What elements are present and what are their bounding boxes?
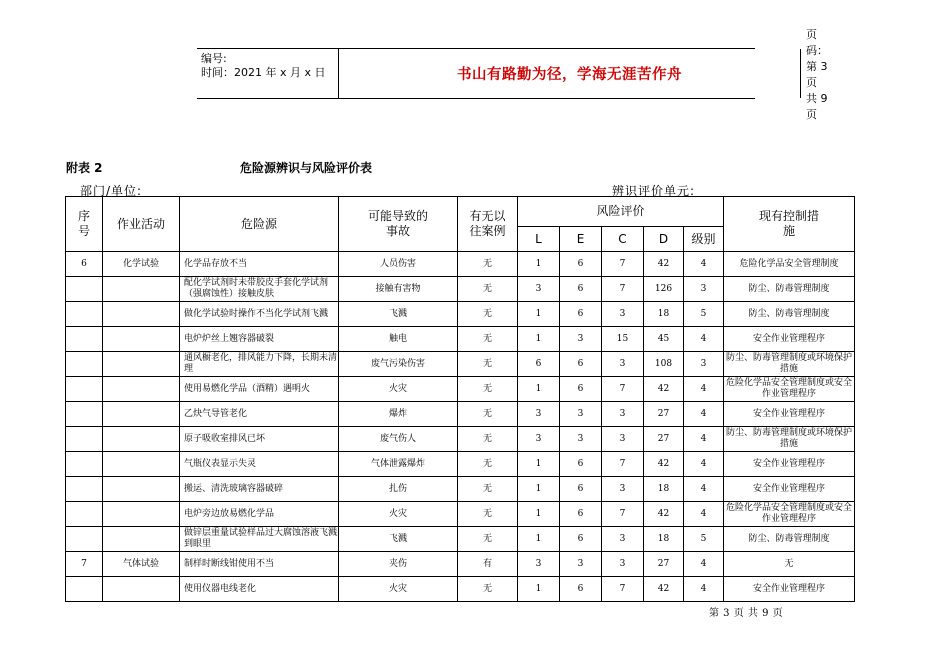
- accident-cell: 气体泄露爆炸: [339, 452, 458, 477]
- seq-cell: 6: [66, 252, 103, 277]
- e-cell: 3: [560, 402, 602, 427]
- hazard-cell: 电炉炉丝上翘容器破裂: [180, 327, 339, 352]
- header-seq: 序号: [66, 197, 103, 252]
- activity-cell: [103, 427, 180, 452]
- table-row: [66, 277, 855, 302]
- measures-cell: 防尘、防毒管理制度或环境保护措施: [724, 352, 855, 377]
- table-row: [66, 552, 855, 577]
- seq-cell: [66, 377, 103, 402]
- history-cell: 无: [458, 402, 518, 427]
- seq-cell: [66, 277, 103, 302]
- d-cell: 18: [644, 477, 684, 502]
- level-cell: 4: [684, 427, 724, 452]
- header-history: 有无以往案例: [458, 197, 518, 252]
- accident-cell: 人员伤害: [339, 252, 458, 277]
- header-l: L: [518, 227, 560, 252]
- table-row: [66, 477, 855, 502]
- c-cell: 3: [602, 527, 644, 552]
- e-cell: 6: [560, 527, 602, 552]
- footer-page-number: 第 3 页 共 9 页: [709, 608, 784, 619]
- e-cell: 6: [560, 352, 602, 377]
- d-cell: 42: [644, 502, 684, 527]
- header-risk-evaluation: 风险评价: [518, 197, 724, 227]
- l-cell: 1: [518, 527, 560, 552]
- accident-cell: 火灾: [339, 377, 458, 402]
- e-cell: 6: [560, 252, 602, 277]
- l-cell: 3: [518, 552, 560, 577]
- motto-text: 书山有路勤为径，学海无涯苦作舟: [457, 67, 682, 83]
- measures-cell: 安全作业管理程序: [724, 452, 855, 477]
- department-label: 部门/单位:: [80, 184, 143, 198]
- seq-cell: [66, 502, 103, 527]
- accident-cell: 废气污染伤害: [339, 352, 458, 377]
- l-cell: 1: [518, 577, 560, 602]
- table-row: [66, 377, 855, 402]
- measures-cell: 安全作业管理程序: [724, 577, 855, 602]
- l-cell: 1: [518, 502, 560, 527]
- appendix-label: 附表 2: [66, 161, 103, 175]
- document-number-label: 编号:: [201, 52, 227, 65]
- c-cell: 15: [602, 327, 644, 352]
- level-cell: 4: [684, 252, 724, 277]
- table-row: [66, 402, 855, 427]
- e-cell: 3: [560, 427, 602, 452]
- c-cell: 3: [602, 427, 644, 452]
- level-cell: 4: [684, 452, 724, 477]
- d-cell: 42: [644, 577, 684, 602]
- l-cell: 1: [518, 327, 560, 352]
- measures-cell: 安全作业管理程序: [724, 402, 855, 427]
- c-cell: 7: [602, 577, 644, 602]
- accident-cell: 触电: [339, 327, 458, 352]
- level-cell: 3: [684, 352, 724, 377]
- header-activity: 作业活动: [103, 197, 180, 252]
- table-row: [66, 427, 855, 452]
- activity-cell: [103, 452, 180, 477]
- table-row: [66, 327, 855, 352]
- c-cell: 3: [602, 302, 644, 327]
- seq-cell: [66, 577, 103, 602]
- history-cell: 有: [458, 552, 518, 577]
- seq-cell: [66, 327, 103, 352]
- header-level: 级别: [684, 227, 724, 252]
- accident-cell: 废气伤人: [339, 427, 458, 452]
- d-cell: 18: [644, 527, 684, 552]
- accident-cell: 夹伤: [339, 552, 458, 577]
- seq-cell: [66, 477, 103, 502]
- hazard-risk-table: [65, 196, 855, 602]
- accident-cell: 接触有害物: [339, 277, 458, 302]
- header-measures: 现有控制措施: [724, 197, 855, 252]
- hazard-cell: 配化学试剂时未带胶皮手套化学试剂（强腐蚀性）接触皮肤: [180, 277, 339, 302]
- level-cell: 4: [684, 377, 724, 402]
- d-cell: 126: [644, 277, 684, 302]
- measures-cell: 安全作业管理程序: [724, 477, 855, 502]
- activity-cell: [103, 577, 180, 602]
- l-cell: 3: [518, 402, 560, 427]
- measures-cell: 防尘、防毒管理制度: [724, 277, 855, 302]
- document-time: 时间：2021 年 x 月 x 日: [201, 66, 326, 79]
- d-cell: 45: [644, 327, 684, 352]
- level-cell: 4: [684, 502, 724, 527]
- d-cell: 27: [644, 427, 684, 452]
- activity-cell: 气体试验: [103, 552, 180, 577]
- level-cell: 3: [684, 277, 724, 302]
- history-cell: 无: [458, 277, 518, 302]
- e-cell: 6: [560, 452, 602, 477]
- measures-cell: 防尘、防毒管理制度: [724, 527, 855, 552]
- hazard-cell: 使用易燃化学品（酒精）遇明火: [180, 377, 339, 402]
- history-cell: 无: [458, 577, 518, 602]
- header-meta: [197, 49, 338, 98]
- hazard-cell: 搬运、清洗玻璃容器破碎: [180, 477, 339, 502]
- table-row: [66, 352, 855, 377]
- d-cell: 18: [644, 302, 684, 327]
- c-cell: 7: [602, 452, 644, 477]
- table-row: [66, 302, 855, 327]
- hazard-cell: 气瓶仪表显示失灵: [180, 452, 339, 477]
- seq-cell: [66, 402, 103, 427]
- d-cell: 27: [644, 402, 684, 427]
- activity-cell: [103, 352, 180, 377]
- header-page-cell: [800, 27, 828, 121]
- accident-cell: 爆炸: [339, 402, 458, 427]
- history-cell: 无: [458, 352, 518, 377]
- seq-cell: 7: [66, 552, 103, 577]
- table-row: [66, 452, 855, 477]
- hazard-cell: 做锌层重量试验样品过大腐蚀溶液飞溅到眼里: [180, 527, 339, 552]
- activity-cell: [103, 477, 180, 502]
- seq-cell: [66, 302, 103, 327]
- level-cell: 5: [684, 527, 724, 552]
- c-cell: 3: [602, 402, 644, 427]
- l-cell: 1: [518, 477, 560, 502]
- hazard-cell: 电炉旁边放易燃化学品: [180, 502, 339, 527]
- c-cell: 7: [602, 252, 644, 277]
- measures-cell: 安全作业管理程序: [724, 327, 855, 352]
- activity-cell: [103, 502, 180, 527]
- activity-cell: [103, 402, 180, 427]
- header-motto-cell: [338, 49, 801, 98]
- l-cell: 3: [518, 427, 560, 452]
- d-cell: 27: [644, 552, 684, 577]
- level-cell: 5: [684, 302, 724, 327]
- e-cell: 6: [560, 477, 602, 502]
- accident-cell: 扎伤: [339, 477, 458, 502]
- activity-cell: [103, 327, 180, 352]
- e-cell: 6: [560, 377, 602, 402]
- hazard-cell: 做化学试验时操作不当化学试剂飞溅: [180, 302, 339, 327]
- header-c: C: [602, 227, 644, 252]
- l-cell: 1: [518, 252, 560, 277]
- d-cell: 42: [644, 377, 684, 402]
- l-cell: 1: [518, 302, 560, 327]
- history-cell: 无: [458, 527, 518, 552]
- hazard-cell: 使用仪器电线老化: [180, 577, 339, 602]
- measures-cell: 防尘、防毒管理制度: [724, 302, 855, 327]
- e-cell: 6: [560, 277, 602, 302]
- level-cell: 4: [684, 577, 724, 602]
- measures-cell: 危险化学品安全管理制度: [724, 252, 855, 277]
- header-accident: 可能导致的事故: [339, 197, 458, 252]
- activity-cell: [103, 527, 180, 552]
- activity-cell: 化学试验: [103, 252, 180, 277]
- measures-cell: 危险化学品安全管理制度或安全作业管理程序: [724, 377, 855, 402]
- table-row: [66, 502, 855, 527]
- measures-cell: 危险化学品安全管理制度或安全作业管理程序: [724, 502, 855, 527]
- c-cell: 3: [602, 552, 644, 577]
- history-cell: 无: [458, 427, 518, 452]
- seq-cell: [66, 527, 103, 552]
- accident-cell: 火灾: [339, 502, 458, 527]
- level-cell: 4: [684, 327, 724, 352]
- d-cell: 42: [644, 452, 684, 477]
- activity-cell: [103, 377, 180, 402]
- l-cell: 3: [518, 277, 560, 302]
- level-cell: 4: [684, 477, 724, 502]
- c-cell: 7: [602, 502, 644, 527]
- l-cell: 1: [518, 452, 560, 477]
- seq-cell: [66, 427, 103, 452]
- accident-cell: 飞溅: [339, 527, 458, 552]
- header-hazard: 危险源: [180, 197, 339, 252]
- e-cell: 6: [560, 502, 602, 527]
- c-cell: 7: [602, 277, 644, 302]
- history-cell: 无: [458, 502, 518, 527]
- evaluation-unit-label: 辨识评价单元:: [612, 184, 696, 198]
- activity-cell: [103, 302, 180, 327]
- e-cell: 6: [560, 577, 602, 602]
- seq-cell: [66, 352, 103, 377]
- hazard-cell: 通风橱老化，排风能力下降，长期未清理: [180, 352, 339, 377]
- hazard-cell: 乙炔气导管老化: [180, 402, 339, 427]
- level-cell: 4: [684, 402, 724, 427]
- c-cell: 3: [602, 352, 644, 377]
- table-row: [66, 577, 855, 602]
- e-cell: 3: [560, 552, 602, 577]
- history-cell: 无: [458, 377, 518, 402]
- d-cell: 108: [644, 352, 684, 377]
- history-cell: 无: [458, 302, 518, 327]
- measures-cell: 无: [724, 552, 855, 577]
- history-cell: 无: [458, 252, 518, 277]
- c-cell: 3: [602, 477, 644, 502]
- level-cell: 4: [684, 552, 724, 577]
- history-cell: 无: [458, 327, 518, 352]
- document-header: [197, 27, 828, 121]
- seq-cell: [66, 452, 103, 477]
- history-cell: 无: [458, 452, 518, 477]
- hazard-cell: 原子吸收室排风已坏: [180, 427, 339, 452]
- history-cell: 无: [458, 477, 518, 502]
- table-row: [66, 527, 855, 552]
- document-title: 危险源辨识与风险评价表: [240, 161, 373, 175]
- d-cell: 42: [644, 252, 684, 277]
- measures-cell: 防尘、防毒管理制度或环境保护措施: [724, 427, 855, 452]
- l-cell: 1: [518, 377, 560, 402]
- hazard-cell: 化学品存放不当: [180, 252, 339, 277]
- e-cell: 3: [560, 327, 602, 352]
- c-cell: 7: [602, 377, 644, 402]
- page-code: 页码：第 3 页 共 9 页: [806, 27, 828, 121]
- header-d: D: [644, 227, 684, 252]
- hazard-cell: 制样时断线钳使用不当: [180, 552, 339, 577]
- table-row: [66, 252, 855, 277]
- header-e: E: [560, 227, 602, 252]
- table-body: [66, 252, 855, 602]
- accident-cell: 火灾: [339, 577, 458, 602]
- activity-cell: [103, 277, 180, 302]
- e-cell: 6: [560, 302, 602, 327]
- l-cell: 6: [518, 352, 560, 377]
- accident-cell: 飞溅: [339, 302, 458, 327]
